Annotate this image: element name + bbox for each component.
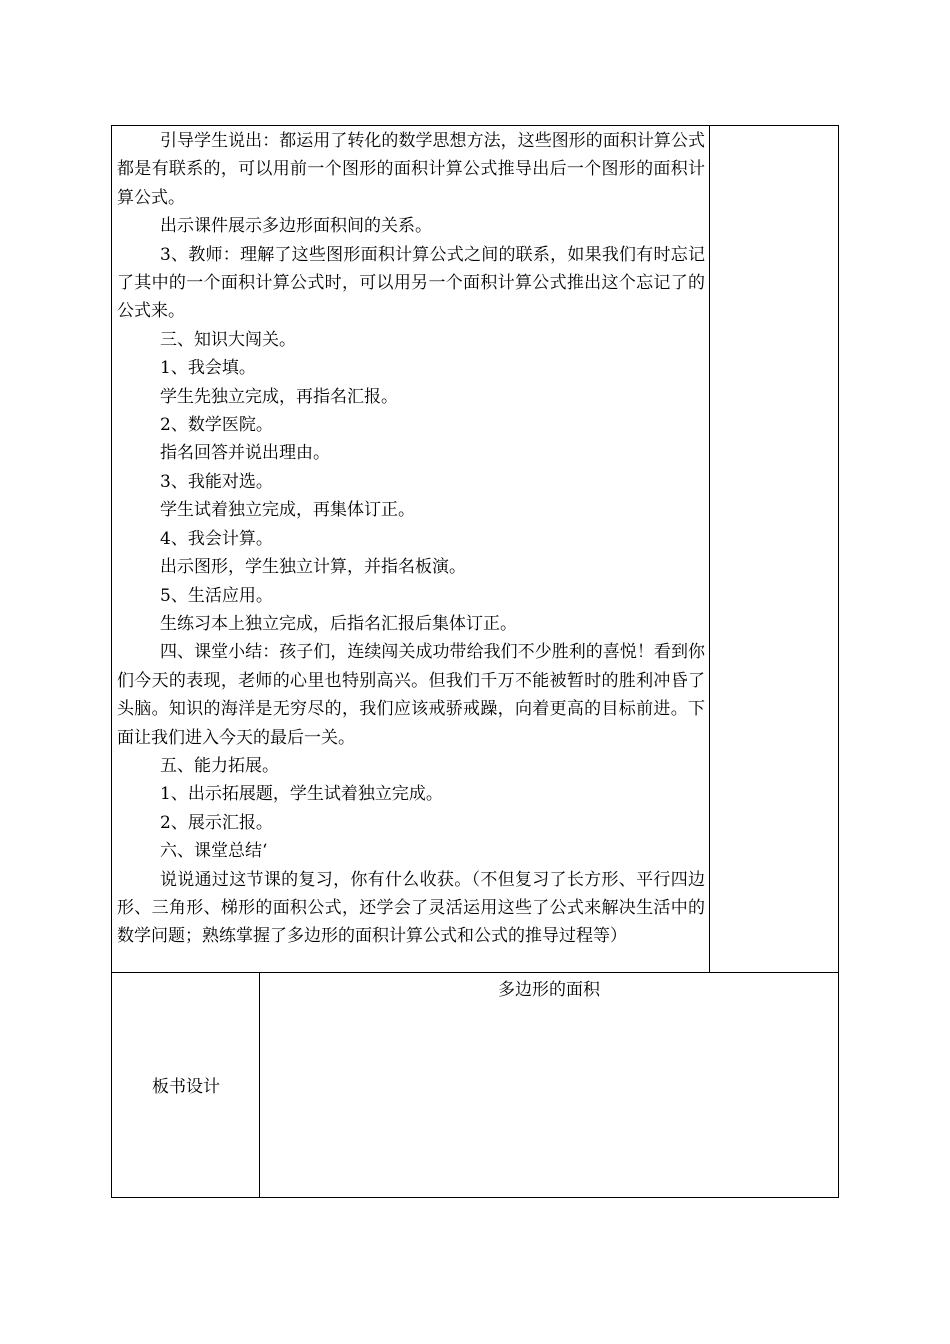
notes-cell (710, 126, 838, 972)
paragraph: 五、能力拓展。 (160, 755, 279, 776)
table-right-border (838, 125, 839, 1198)
paragraph: 4、我会计算。 (160, 528, 273, 549)
paragraph: 出示课件展示多边形面积间的关系。 (160, 216, 432, 237)
board-design-label: 板书设计 (152, 1077, 220, 1097)
paragraph: 六、课堂总结‘ (160, 841, 268, 862)
paragraph: 1、出示拓展题，学生试着独立完成。 (160, 784, 443, 805)
paragraph: 指名回答并说出理由。 (160, 443, 330, 464)
lesson-content-cell (117, 127, 705, 951)
paragraph: 3、我能对选。 (160, 471, 273, 492)
paragraph: 学生先独立完成，再指名汇报。 (160, 386, 398, 407)
paragraph: 学生试着独立完成，再集体订正。 (160, 500, 415, 521)
board-design-title: 多边形的面积 (498, 980, 600, 1000)
paragraph: 1、我会填。 (160, 358, 256, 379)
table-left-border (111, 125, 112, 1198)
paragraph: 引导学生说出：都运用了转化的数学思想方法，这些图形的面积计算公式都是有联系的，可以用前一个图形的面积计算公式推导出后一个图形的面积计算公式。 (117, 131, 705, 208)
paragraph: 2、数学医院。 (160, 415, 273, 436)
paragraph: 生练习本上独立完成，后指名汇报后集体订正。 (160, 613, 517, 634)
paragraph: 三、知识大闯关。 (160, 329, 296, 350)
paragraph: 2、展示汇报。 (160, 812, 273, 833)
paragraph: 四、课堂小结：孩子们，连续闯关成功带给我们不少胜利的喜悦！看到你们今天的表现，老师的心里也特别高兴。但我们千万不能被暂时的胜利冲昏了头脑。知识的海洋是无穷尽的，我们应该戒骄戒躁，向着更高的目标前进。下面让我们进入今天的最后一关。 (117, 642, 705, 748)
table-bottom-border (111, 1197, 839, 1198)
paragraph: 5、生活应用。 (160, 585, 273, 606)
paragraph: 说说通过这节课的复习，你有什么收获。（不但复习了长方形、平行四边形、三角形、梯形的面积公式，还学会了灵活运用这些了公式来解决生活中的数学问题；熟练掌握了多边形的面积计算公式和公式的推导过程等） (117, 869, 705, 947)
paragraph: 出示图形，学生独立计算，并指名板演。 (160, 557, 466, 578)
table-middle-border (111, 972, 839, 973)
paragraph: 3、教师：理解了这些图形面积计算公式之间的联系，如果我们有时忘记了其中的一个面积计算公式时，可以用另一个面积计算公式推出这个忘记了的公式来。 (117, 244, 705, 322)
